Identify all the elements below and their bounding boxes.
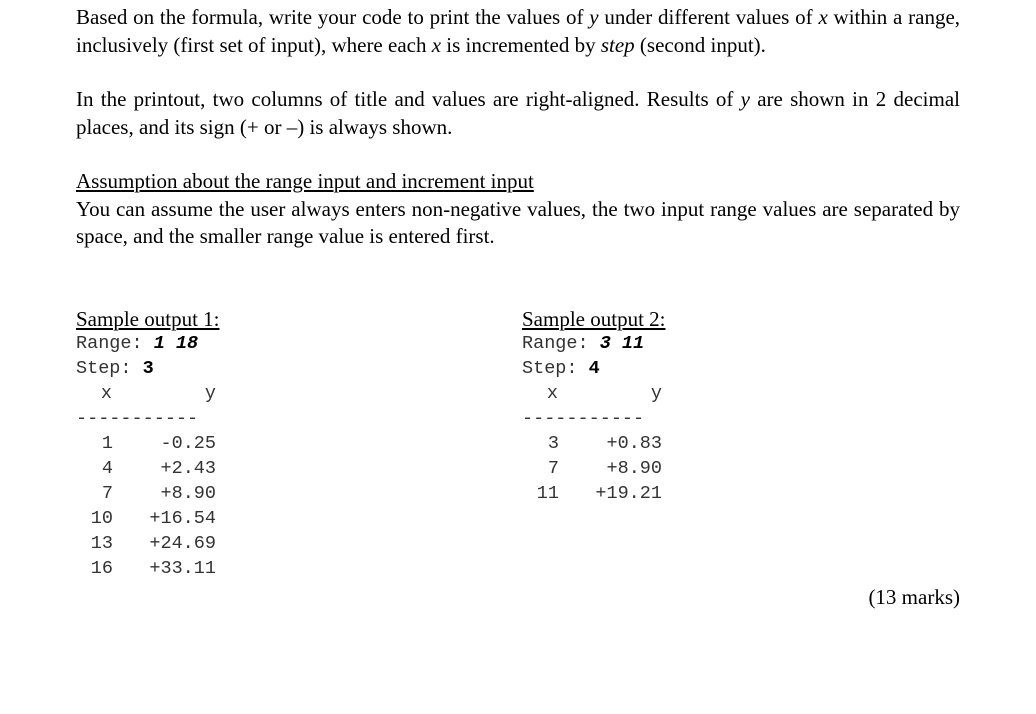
step-line [76,356,376,381]
y-value: +2.43 [160,458,216,479]
y-value: -0.25 [160,433,216,454]
range-label: Range: [76,333,154,354]
instruction-paragraph [76,4,960,59]
text-fragment: are shown in 2 decimal places, and its sign (+ or –) is always shown. [76,87,960,139]
column-header-y: y [204,383,216,404]
y-value: +33.11 [149,558,216,579]
x-value: 11 [536,483,559,504]
variable-y: y [740,87,750,111]
sample-outputs [76,306,960,596]
y-value: +0.83 [606,433,662,454]
table-row [76,431,376,456]
x-value: 1 [101,433,113,454]
x-value: 16 [90,558,113,579]
text-fragment: is incremented by [441,32,601,57]
format-paragraph [76,86,960,141]
divider-line: ----------- [76,408,199,429]
sample-title: Sample output 1: [76,307,220,331]
y-value: +8.90 [606,458,662,479]
table-row [522,431,822,456]
table-row [76,556,376,581]
x-value: 7 [547,458,559,479]
table-row [76,506,376,531]
range-value: 3 11 [599,333,645,354]
column-header-y: y [650,383,662,404]
text-fragment: under different values of [598,5,819,29]
range-label: Range: [522,333,600,354]
x-value: 13 [90,533,113,554]
step-label: Step: [522,358,589,379]
column-header-x: x [100,383,112,404]
table-row [522,456,822,481]
question-text [76,4,960,251]
step-label: Step: [76,358,143,379]
assumption-text: You can assume the user always enters non-negative values, the two input range values are separated by space, and the smaller range value is entered first. [76,196,960,248]
x-value: 4 [101,458,113,479]
text-fragment: within a range, inclusively (first set of input), where each [76,5,961,57]
x-value: 3 [547,433,559,454]
table-row [522,481,822,506]
text-fragment: Based on the formula, write your code to print the values of [76,5,590,29]
text-fragment: (second input). [634,32,766,57]
step-line [522,356,822,381]
table-row [76,481,376,506]
step-value: 4 [588,358,600,379]
sample-1-rows [76,431,376,581]
range-line [522,331,822,356]
y-value: +16.54 [149,508,216,529]
sample-title: Sample output 2: [522,307,666,331]
divider-line: ----------- [522,408,645,429]
variable-step: step [600,32,635,57]
column-header-row [522,381,822,406]
sample-2-rows [522,431,822,506]
variable-x: x [431,32,442,57]
range-value: 1 18 [153,333,199,354]
column-header-x: x [546,383,558,404]
variable-y: y [589,5,599,29]
table-row [76,456,376,481]
table-row [76,531,376,556]
sample-output-1 [76,306,376,581]
x-value: 10 [90,508,113,529]
y-value: +24.69 [149,533,216,554]
y-value: +8.90 [160,483,216,504]
range-line [76,331,376,356]
step-value: 3 [142,358,154,379]
marks-label: (13 marks) [868,585,960,609]
column-header-row [76,381,376,406]
variable-x: x [818,5,828,29]
x-value: 7 [101,483,113,504]
sample-output-2 [522,306,822,506]
assumption-title: Assumption about the range input and increment input [76,169,534,193]
y-value: +19.21 [595,483,662,504]
text-fragment: In the printout, two columns of title and values are right-aligned. Results of [76,87,741,111]
